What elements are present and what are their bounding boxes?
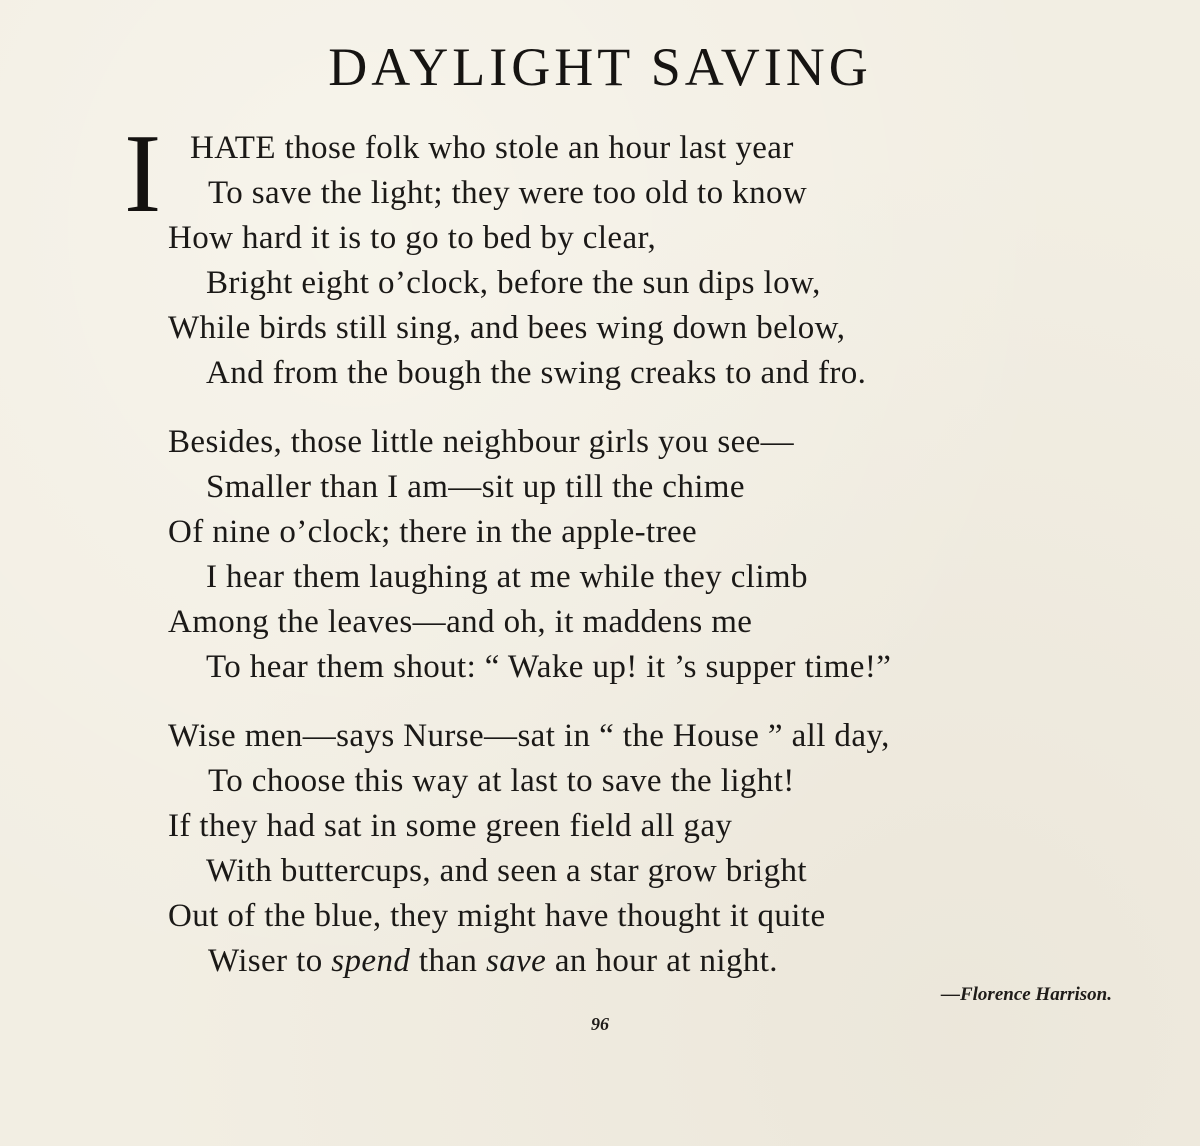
drop-cap: I [124,112,162,236]
author-attribution: —Florence Harrison. [940,984,1112,1005]
emphasis-save: save [485,943,547,979]
line-text: an hour at night. [546,943,778,979]
poem-line: How hard it is to go to bed by clear, [168,220,657,256]
poem-line: HATE those folk who stole an hour last year [190,130,794,166]
poem-line: While birds still sing, and bees wing down below, [168,310,846,346]
poem-line: And from the bough the swing creaks to and fro. [206,355,867,391]
poem-line: To choose this way at last to save the light! [208,763,795,799]
emphasis-spend: spend [331,943,411,979]
page-number: 96 [591,1014,609,1034]
poem-line: If they had sat in some green field all gay [168,808,733,844]
poem-line: To hear them shout: “ Wake up! it ’s supper time!” [206,649,892,685]
poem-line: I hear them laughing at me while they climb [206,559,808,595]
poem-line-last [208,939,778,983]
poem-line: Wise men—says Nurse—sat in “ the House ” all day, [168,718,890,754]
poem-line: To save the light; they were too old to know [208,175,808,211]
line-text: Wiser to [208,943,332,979]
poem-line: Among the leaves—and oh, it maddens me [168,604,753,640]
poem-line: With buttercups, and seen a star grow bright [206,853,807,889]
line-text: than [410,943,486,979]
poem-line: Smaller than I am—sit up till the chime [206,469,745,505]
poem-line: Out of the blue, they might have thought it quite [168,898,826,934]
poem-line: Bright eight o’clock, before the sun dips low, [206,265,821,301]
poem-title: DAYLIGHT SAVING [328,37,872,97]
poem-line: Besides, those little neighbour girls you see— [168,424,795,460]
poem-line: Of nine o’clock; there in the apple-tree [168,514,698,550]
